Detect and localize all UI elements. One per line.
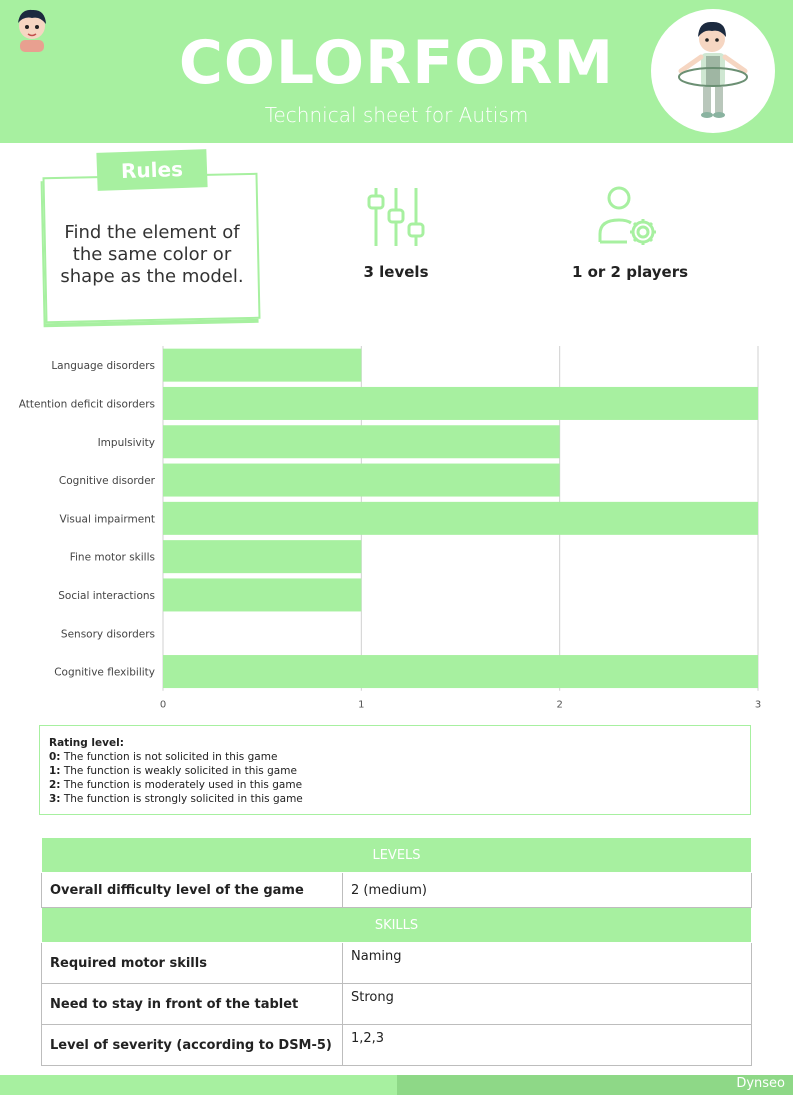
skills-bar-chart: [0, 338, 793, 714]
category-label: Cognitive flexibility: [54, 666, 155, 679]
rules-text: Find the element of the same color or shape as the model.: [60, 222, 244, 287]
players-label: 1 or 2 players: [571, 263, 689, 281]
child-hula-hoop-icon: [651, 9, 775, 133]
row-value: 1,2,3: [343, 1025, 752, 1066]
category-label: Social interactions: [58, 589, 155, 602]
rating-level-2: 2: The function is moderately used in this game: [49, 779, 303, 791]
brand-logo: Dynseo: [736, 1076, 785, 1091]
page-title: COLORFORM: [178, 28, 615, 98]
page-subtitle: Technical sheet for Autism: [264, 103, 529, 127]
rules-tag-label: Rules: [120, 156, 184, 184]
bar: [163, 655, 758, 688]
levels-label: 3 levels: [363, 263, 429, 281]
row-value: Naming: [343, 943, 752, 984]
x-tick-label: 2: [556, 699, 563, 711]
rating-title: Rating level:: [49, 737, 124, 749]
row-label: Need to stay in front of the tablet: [42, 984, 343, 1025]
rules-tag: [96, 149, 207, 191]
row-label: Required motor skills: [42, 943, 343, 984]
sliders-icon: [366, 186, 426, 248]
category-label: Visual impairment: [59, 513, 155, 526]
levels-header-row: [42, 838, 752, 873]
category-label: Sensory disorders: [60, 628, 155, 641]
table-row: [42, 943, 752, 984]
difficulty-label: Overall difficulty level of the game: [42, 873, 343, 908]
table-row: [42, 1025, 752, 1066]
footer-band: [0, 1075, 397, 1095]
category-label: Attention deficit disorders: [18, 398, 155, 411]
game-info-table: [41, 837, 752, 1066]
bar: [163, 425, 560, 458]
difficulty-value: 2 (medium): [343, 873, 752, 908]
category-label: Language disorders: [51, 360, 155, 373]
header-banner: [0, 0, 793, 143]
rating-level-1: 1: The function is weakly solicited in this game: [49, 765, 297, 777]
row-value: Strong: [343, 984, 752, 1025]
row-label: Level of severity (according to DSM-5): [42, 1025, 343, 1066]
skills-header-row: [42, 908, 752, 943]
footer-brand-band: [397, 1075, 793, 1095]
bar: [163, 578, 361, 611]
bar: [163, 464, 560, 497]
table-row: [42, 984, 752, 1025]
x-tick-label: 0: [159, 699, 167, 711]
skills-header: SKILLS: [42, 908, 752, 943]
category-label: Cognitive disorder: [58, 475, 155, 488]
rating-level-0: 0: The function is not solicited in this game: [49, 751, 278, 763]
rating-legend: [39, 725, 751, 815]
category-label: Fine motor skills: [69, 551, 155, 564]
bar: [163, 387, 758, 420]
x-tick-label: 1: [358, 699, 365, 711]
bar: [163, 540, 361, 573]
category-label: Impulsivity: [97, 436, 155, 449]
bar: [163, 502, 758, 535]
rating-level-3: 3: The function is strongly solicited in this game: [49, 793, 303, 805]
levels-header: LEVELS: [42, 838, 752, 873]
x-tick-label: 3: [754, 699, 762, 711]
user-gear-icon: [597, 186, 661, 250]
mascot-badge: [651, 9, 775, 133]
table-row: [42, 873, 752, 908]
bar: [163, 349, 361, 382]
